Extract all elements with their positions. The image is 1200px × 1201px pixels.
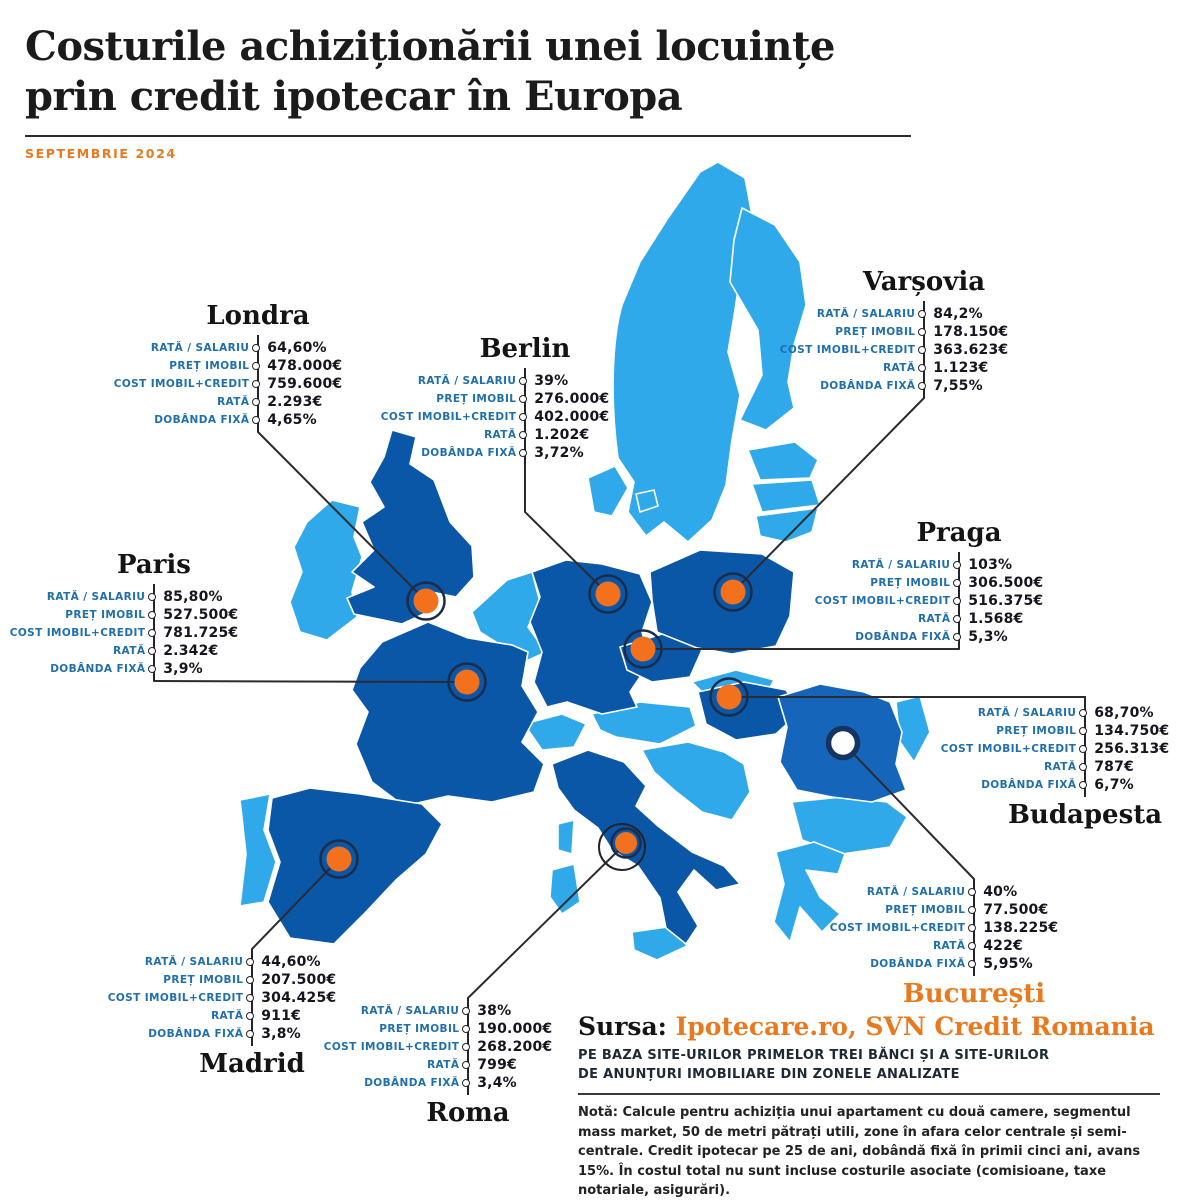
bullet-icon [915, 328, 929, 336]
stat-row [0, 642, 302, 660]
bullet-icon [516, 395, 530, 403]
bullet-icon [950, 597, 964, 605]
bullet-icon [516, 431, 530, 439]
stat-label: RATĂ / SALARIU [816, 308, 916, 320]
stat-label: PREȚ IMOBIL [379, 1023, 460, 1035]
stat-row [66, 339, 406, 357]
city-block-paris [0, 550, 302, 678]
stat-label: COST IMOBIL+CREDIT [323, 1041, 460, 1053]
stat-label: PREȚ IMOBIL [835, 326, 916, 338]
stat-label: RATĂ / SALARIU [144, 956, 244, 968]
stat-label: DOBÂNDA FIXĂ [154, 414, 250, 426]
stat-row [782, 937, 1122, 955]
source-description: PE BAZA SITE-URILOR PRIMELOR TREI BĂNCI ȘI A SITE-URILOR DE ANUNȚURI IMOBILIARE DIN ZONELE ANALIZATE [578, 1048, 1050, 1082]
stat-value: 85,80% [163, 589, 223, 605]
stat-label: RATĂ [113, 645, 146, 657]
stat-label: PREȚ IMOBIL [169, 360, 250, 372]
city-name: București [902, 979, 1046, 1009]
stat-label: RATĂ [883, 362, 916, 374]
bullet-icon [950, 615, 964, 623]
stat-label: RATĂ [217, 396, 250, 408]
connector-paris [154, 681, 467, 682]
stat-row [333, 372, 673, 390]
bullet-icon [1076, 709, 1090, 717]
stat-value: 781.725€ [163, 625, 239, 641]
connector-roma [468, 843, 626, 998]
stat-label: DOBÂNDA FIXĂ [981, 779, 1077, 791]
bullet-icon [459, 1079, 473, 1087]
stat-label: DOBÂNDA FIXĂ [364, 1077, 460, 1089]
stat-row [0, 588, 302, 606]
bullet-icon [145, 647, 159, 655]
stat-label: DOBÂNDA FIXĂ [870, 958, 966, 970]
stat-row [767, 610, 1107, 628]
stat-row [893, 740, 1200, 758]
stat-label: DOBÂNDA FIXĂ [820, 380, 916, 392]
bullet-icon [249, 344, 263, 352]
stat-value: 134.750€ [1094, 723, 1170, 739]
stat-label: PREȚ IMOBIL [996, 725, 1077, 737]
stat-value: 1.202€ [534, 427, 590, 443]
bullet-icon [915, 310, 929, 318]
city-name: Budapesta [1007, 800, 1163, 830]
date-label: SEPTEMBRIE 2024 [25, 146, 177, 162]
bullet-icon [243, 958, 257, 966]
source-prefix: Sursa: [578, 1012, 676, 1041]
stat-value: 68,70% [1094, 705, 1154, 721]
bullet-icon [950, 633, 964, 641]
stat-value: 38% [477, 1003, 512, 1019]
bullet-icon [145, 665, 159, 673]
stat-row [893, 758, 1200, 776]
stat-value: 2.342€ [163, 643, 219, 659]
city-block-varsovia [732, 267, 1072, 395]
stat-row [732, 341, 1072, 359]
stat-label: RATĂ [918, 613, 951, 625]
stat-row [732, 323, 1072, 341]
stat-label: COST IMOBIL+CREDIT [9, 627, 146, 639]
stat-label: RATĂ [933, 940, 966, 952]
stat-value: 402.000€ [534, 409, 610, 425]
bullet-icon [1076, 763, 1090, 771]
bullet-icon [145, 611, 159, 619]
country-denmark [588, 466, 628, 516]
stat-value: 39% [534, 373, 569, 389]
stat-row [276, 1038, 616, 1056]
stat-row [60, 953, 400, 971]
stat-value: 3,9% [163, 661, 203, 677]
stat-row [276, 1056, 616, 1074]
bullet-icon [249, 380, 263, 388]
stat-value: 44,60% [261, 954, 321, 970]
source-block [578, 1012, 1166, 1201]
bullet-icon [516, 413, 530, 421]
bullet-icon [243, 976, 257, 984]
city-block-praga [767, 518, 1107, 646]
bullet-icon [1076, 727, 1090, 735]
stat-row [333, 426, 673, 444]
bullet-icon [1076, 781, 1090, 789]
city-block-berlin [333, 334, 673, 462]
bullet-icon [516, 449, 530, 457]
stat-label: PREȚ IMOBIL [885, 904, 966, 916]
bullet-icon [950, 561, 964, 569]
stat-value: 190.000€ [477, 1021, 553, 1037]
stat-label: DOBÂNDA FIXĂ [855, 631, 951, 643]
stat-value: 77.500€ [983, 902, 1049, 918]
bullet-icon [915, 346, 929, 354]
note-text: Notă: Calcule pentru achiziția unui apartament cu două camere, segmentul mass market, 50 de metri pătrați utili, zone în afara celor centrale și semi-centrale. Credit ipotecar pe 25 de ani, dobândă fixă în primii cinci ani, avans 15%. În costul total nu sunt incluse costurile asociate (comisioane, taxe notariale, asigurări). [578, 1105, 1141, 1198]
bullet-icon [145, 629, 159, 637]
stat-label: RATĂ [427, 1059, 460, 1071]
stat-row [0, 660, 302, 678]
bullet-icon [965, 888, 979, 896]
stat-row [0, 606, 302, 624]
bullet-icon [915, 364, 929, 372]
bullet-icon [915, 382, 929, 390]
source-name: Ipotecare.ro, SVN Credit Romania [675, 1012, 1155, 1041]
country-balkans-west [642, 742, 750, 820]
stat-row [276, 1002, 616, 1020]
stat-row [767, 574, 1107, 592]
stat-label: RATĂ / SALARIU [46, 591, 146, 603]
bullet-icon [950, 579, 964, 587]
bullet-icon [1076, 745, 1090, 753]
city-name: Praga [916, 518, 1002, 548]
stat-row [782, 955, 1122, 973]
stat-label: COST IMOBIL+CREDIT [113, 378, 250, 390]
bullet-icon [249, 398, 263, 406]
stat-row [782, 901, 1122, 919]
stat-label: PREȚ IMOBIL [436, 393, 517, 405]
bullet-icon [459, 1043, 473, 1051]
island-sardinia [550, 864, 580, 914]
bullet-icon [243, 994, 257, 1002]
country-germany [530, 560, 652, 714]
stat-value: 40% [983, 884, 1018, 900]
stat-label: RATĂ [484, 429, 517, 441]
stat-label: DOBÂNDA FIXĂ [148, 1028, 244, 1040]
stat-label: RATĂ [1044, 761, 1077, 773]
stat-label: DOBÂNDA FIXĂ [50, 663, 146, 675]
stat-row [333, 408, 673, 426]
header [25, 22, 911, 161]
bullet-icon [965, 924, 979, 932]
source-divider [578, 1093, 1160, 1095]
stat-value: 5,3% [968, 629, 1008, 645]
bullet-icon [249, 362, 263, 370]
stat-label: PREȚ IMOBIL [65, 609, 146, 621]
stat-row [276, 1074, 616, 1092]
stat-value: 1.568€ [968, 611, 1024, 627]
stat-label: COST IMOBIL+CREDIT [829, 922, 966, 934]
bullet-icon [249, 416, 263, 424]
stat-label: COST IMOBIL+CREDIT [940, 743, 1077, 755]
country-latvia [752, 480, 820, 512]
stat-value: 276.000€ [534, 391, 610, 407]
city-name: Roma [426, 1098, 510, 1128]
stat-row [782, 919, 1122, 937]
stat-value: 2.293€ [267, 394, 323, 410]
stat-value: 207.500€ [261, 972, 337, 988]
stat-value: 516.375€ [968, 593, 1044, 609]
stat-row [60, 971, 400, 989]
page-title-line1: Costurile achiziționării unei locuințe [25, 23, 835, 70]
stat-label: PREȚ IMOBIL [870, 577, 951, 589]
stat-label: RATĂ / SALARIU [150, 342, 250, 354]
stat-value: 759.600€ [267, 376, 343, 392]
stat-value: 306.500€ [968, 575, 1044, 591]
stat-value: 478.000€ [267, 358, 343, 374]
stat-value: 84,2% [933, 306, 983, 322]
bullet-icon [243, 1030, 257, 1038]
bullet-icon [516, 377, 530, 385]
city-name: Berlin [479, 334, 571, 364]
country-estonia [748, 442, 818, 480]
stat-row [732, 377, 1072, 395]
stat-value: 799€ [477, 1057, 517, 1073]
stat-label: PREȚ IMOBIL [163, 974, 244, 986]
stat-value: 363.623€ [933, 342, 1009, 358]
city-block-roma [276, 1002, 616, 1128]
city-name: Madrid [199, 1049, 305, 1079]
stat-row [893, 704, 1200, 722]
source-line [578, 1012, 1166, 1041]
stat-value: 64,60% [267, 340, 327, 356]
stat-label: RATĂ / SALARIU [417, 375, 517, 387]
marker-bucuresti [829, 729, 858, 758]
city-name: Varșovia [862, 267, 986, 297]
stat-row [333, 444, 673, 462]
stat-row [893, 776, 1200, 794]
stat-value: 422€ [983, 938, 1023, 954]
stat-value: 3,8% [261, 1026, 301, 1042]
country-france [352, 622, 544, 806]
bullet-icon [243, 1012, 257, 1020]
stat-label: RATĂ / SALARIU [851, 559, 951, 571]
stat-value: 5,95% [983, 956, 1033, 972]
stat-label: COST IMOBIL+CREDIT [814, 595, 951, 607]
stat-value: 103% [968, 557, 1013, 573]
stat-value: 304.425€ [261, 990, 337, 1006]
stat-value: 268.200€ [477, 1039, 553, 1055]
stat-row [893, 722, 1200, 740]
stat-row [0, 624, 302, 642]
stat-row [732, 305, 1072, 323]
stat-value: 3,4% [477, 1075, 517, 1091]
stat-label: COST IMOBIL+CREDIT [107, 992, 244, 1004]
stat-label: COST IMOBIL+CREDIT [380, 411, 517, 423]
stat-value: 7,55% [933, 378, 983, 394]
bullet-icon [459, 1007, 473, 1015]
stat-value: 256.313€ [1094, 741, 1170, 757]
bullet-icon [459, 1061, 473, 1069]
page-title [25, 22, 911, 121]
stat-value: 911€ [261, 1008, 301, 1024]
stat-value: 527.500€ [163, 607, 239, 623]
title-divider [25, 135, 911, 137]
bullet-icon [965, 906, 979, 914]
stat-label: DOBÂNDA FIXĂ [421, 447, 517, 459]
stat-value: 138.225€ [983, 920, 1059, 936]
city-block-bucuresti [782, 883, 1122, 1009]
stat-label: RATĂ / SALARIU [866, 886, 966, 898]
stat-value: 6,7% [1094, 777, 1134, 793]
island-corsica [558, 820, 574, 854]
stat-value: 1.123€ [933, 360, 989, 376]
bullet-icon [965, 960, 979, 968]
bullet-icon [965, 942, 979, 950]
stat-row [782, 883, 1122, 901]
stat-row [767, 592, 1107, 610]
stat-value: 178.150€ [933, 324, 1009, 340]
city-name: Londra [206, 301, 310, 331]
stat-label: RATĂ / SALARIU [977, 707, 1077, 719]
stat-row [276, 1020, 616, 1038]
stat-label: RATĂ [211, 1010, 244, 1022]
stat-row [333, 390, 673, 408]
stat-value: 3,72% [534, 445, 584, 461]
stat-row [767, 556, 1107, 574]
stat-value: 4,65% [267, 412, 317, 428]
stat-value: 787€ [1094, 759, 1134, 775]
city-name: Paris [117, 550, 191, 580]
bullet-icon [459, 1025, 473, 1033]
bullet-icon [145, 593, 159, 601]
city-block-budapesta [893, 704, 1200, 830]
stat-row [767, 628, 1107, 646]
stat-label: RATĂ / SALARIU [360, 1005, 460, 1017]
stat-row [732, 359, 1072, 377]
stat-label: COST IMOBIL+CREDIT [779, 344, 916, 356]
page-title-line2: prin credit ipotecar în Europa [25, 72, 683, 120]
